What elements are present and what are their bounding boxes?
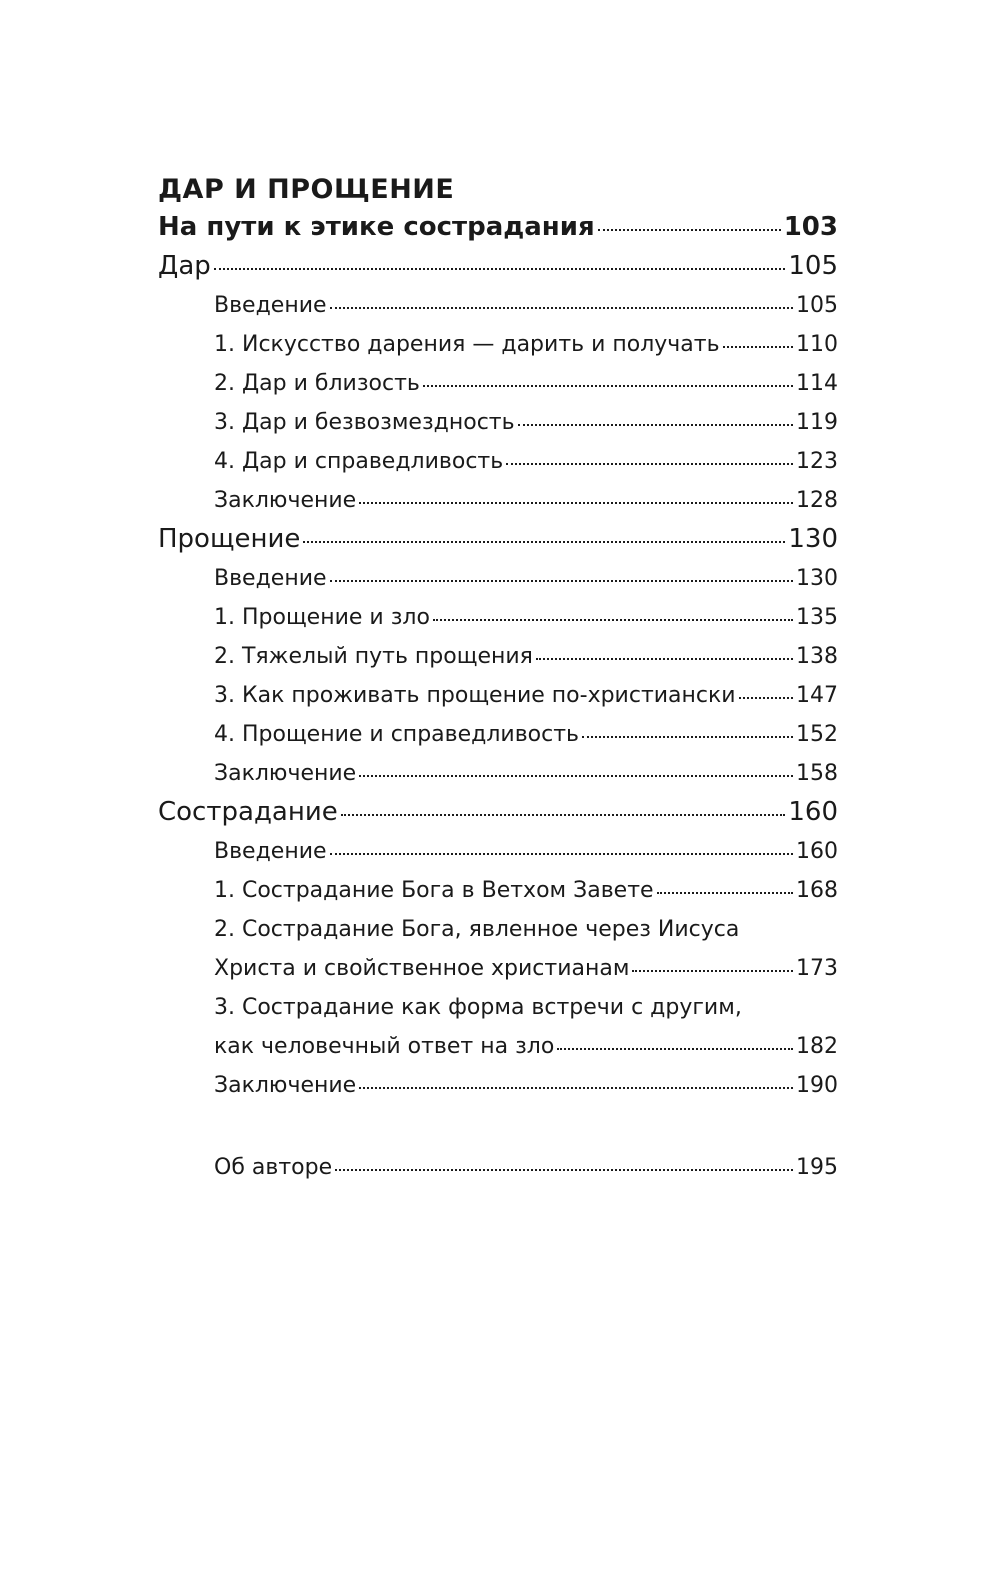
toc-item-page: 128 [796, 488, 838, 513]
toc-item-about[interactable] [158, 1148, 838, 1187]
toc-section-title: Сострадание [158, 797, 338, 827]
leader-dots [330, 307, 793, 309]
toc-item-title: 1. Прощение и зло [214, 605, 430, 630]
toc-item-page: 190 [796, 1073, 838, 1098]
leader-dots [423, 385, 793, 387]
toc-section-page: 160 [788, 797, 838, 827]
toc-entry-page: 103 [783, 212, 838, 242]
toc-item-page: 135 [796, 605, 838, 630]
toc-item[interactable] [158, 286, 838, 325]
toc-item[interactable] [158, 403, 838, 442]
toc-section-title: Дар [158, 251, 211, 281]
toc-item-page: 147 [796, 683, 838, 708]
toc-item-page: 105 [796, 293, 838, 318]
toc-section-forgiveness[interactable] [158, 520, 838, 559]
toc-item-title-line1[interactable]: 2. Сострадание Бога, явленное через Иисуса [214, 917, 740, 942]
leader-dots [335, 1169, 793, 1171]
leader-dots [359, 502, 793, 504]
leader-dots [359, 1087, 793, 1089]
leader-dots [303, 541, 785, 543]
toc-item[interactable] [158, 481, 838, 520]
toc-item[interactable] [158, 1027, 838, 1066]
part-title: ДАР И ПРОЩЕНИЕ [158, 174, 455, 205]
leader-dots [330, 580, 793, 582]
toc-item[interactable] [158, 754, 838, 793]
table-of-contents [158, 172, 838, 1187]
toc-item-page: 152 [796, 722, 838, 747]
toc-item-title-line2: Христа и свойственное христианам [214, 956, 630, 981]
toc-item-title: Об авторе [214, 1155, 333, 1180]
toc-item-page: 168 [796, 878, 838, 903]
leader-dots [506, 463, 793, 465]
toc-section-title: Прощение [158, 524, 301, 554]
toc-item-title: Заключение [214, 1073, 357, 1098]
toc-item-title: Заключение [214, 488, 357, 513]
toc-item-title: 4. Дар и справедливость [214, 449, 504, 474]
leader-dots [582, 736, 793, 738]
toc-item-page: 114 [796, 371, 838, 396]
toc-item-page: 123 [796, 449, 838, 474]
toc-item-title: 1. Сострадание Бога в Ветхом Завете [214, 878, 654, 903]
toc-item-title: Введение [214, 293, 327, 318]
toc-item-page: 182 [796, 1034, 838, 1059]
toc-item-page: 138 [796, 644, 838, 669]
toc-item-page: 195 [796, 1155, 838, 1180]
toc-item-title: 4. Прощение и справедливость [214, 722, 580, 747]
toc-item-page: 119 [796, 410, 838, 435]
toc-section-gift[interactable] [158, 247, 838, 286]
leader-dots [214, 268, 786, 270]
toc-item-page: 160 [796, 839, 838, 864]
toc-item[interactable] [158, 364, 838, 403]
toc-section-page: 105 [788, 251, 838, 281]
toc-item[interactable] [158, 559, 838, 598]
toc-item-page: 173 [796, 956, 838, 981]
toc-item-title: 3. Дар и безвозмездность [214, 410, 515, 435]
toc-section-compassion[interactable] [158, 793, 838, 832]
toc-item-title: 2. Тяжелый путь прощения [214, 644, 533, 669]
leader-dots [598, 229, 781, 231]
toc-item[interactable] [158, 832, 838, 871]
toc-item-title-line1[interactable]: 3. Сострадание как форма встречи с другим, [214, 995, 742, 1020]
toc-item[interactable] [158, 325, 838, 364]
toc-section-page: 130 [788, 524, 838, 554]
toc-entry-title: На пути к этике сострадания [158, 212, 595, 242]
toc-item-page: 158 [796, 761, 838, 786]
leader-dots [341, 814, 786, 816]
leader-dots [557, 1048, 793, 1050]
leader-dots [632, 970, 793, 972]
toc-item-title-line2: как человечный ответ на зло [214, 1034, 555, 1059]
toc-item-title: 1. Искусство дарения — дарить и получать [214, 332, 720, 357]
toc-item[interactable] [158, 871, 838, 910]
toc-item[interactable] [158, 1066, 838, 1105]
leader-dots [518, 424, 793, 426]
leader-dots [657, 892, 793, 894]
toc-item[interactable] [158, 637, 838, 676]
toc-item-title: 2. Дар и близость [214, 371, 420, 396]
leader-dots [536, 658, 793, 660]
toc-item[interactable] [158, 598, 838, 637]
leader-dots [359, 775, 793, 777]
toc-item-page: 110 [796, 332, 838, 357]
toc-item-title: Заключение [214, 761, 357, 786]
toc-item[interactable] [158, 715, 838, 754]
leader-dots [723, 346, 793, 348]
toc-item-title: 3. Как проживать прощение по-христиански [214, 683, 736, 708]
spacer [158, 1105, 838, 1148]
toc-item[interactable] [158, 676, 838, 715]
toc-item[interactable] [158, 442, 838, 481]
toc-item-title: Введение [214, 839, 327, 864]
toc-item[interactable] [158, 949, 838, 988]
toc-entry-lead[interactable] [158, 208, 838, 247]
leader-dots [739, 697, 793, 699]
toc-item-page: 130 [796, 566, 838, 591]
toc-item-title: Введение [214, 566, 327, 591]
leader-dots [433, 619, 793, 621]
leader-dots [330, 853, 793, 855]
